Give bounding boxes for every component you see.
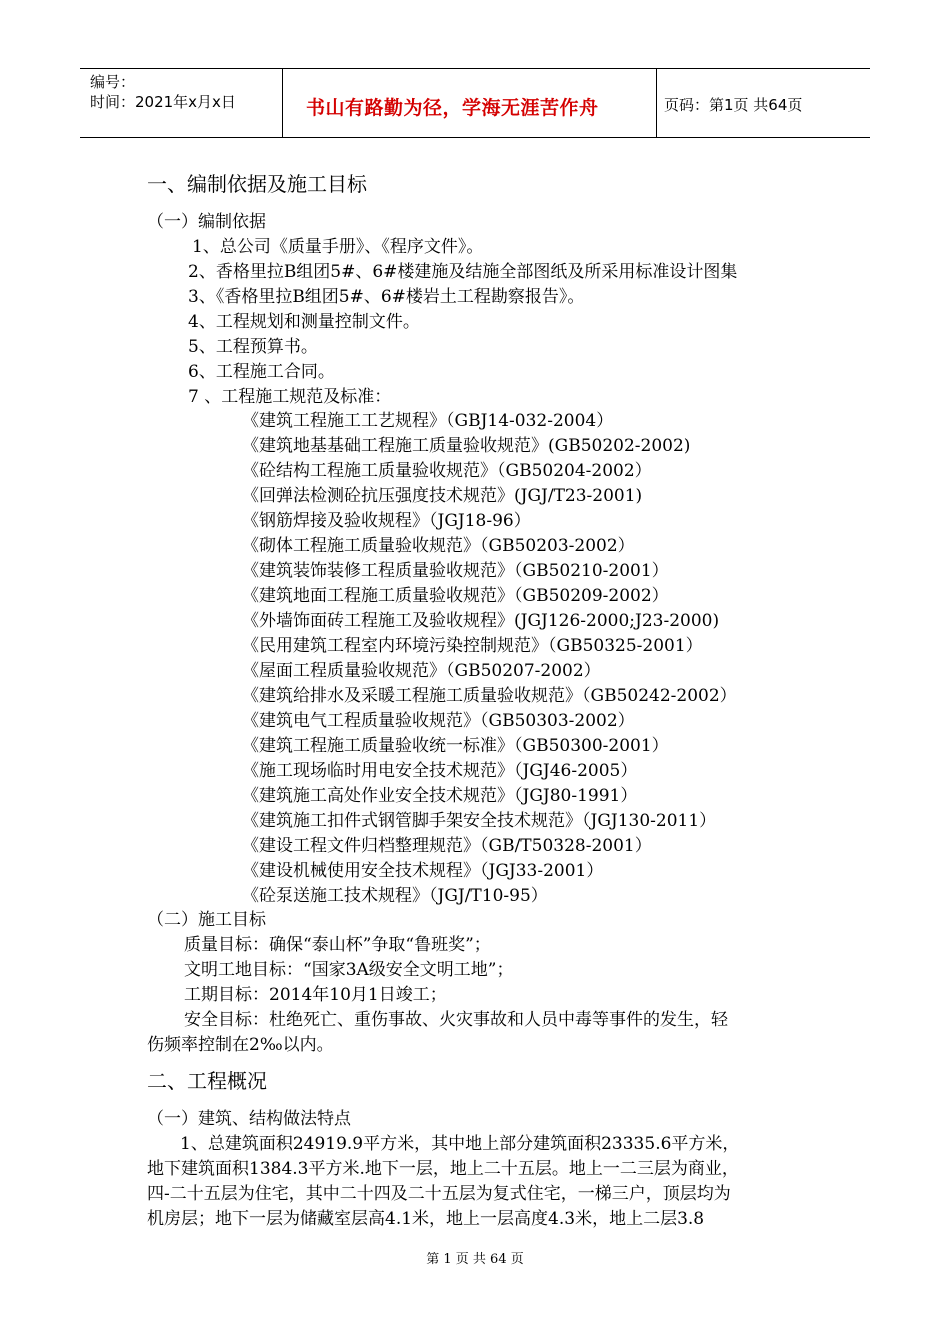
paragraph-line: 机房层；地下一层为储藏室层高4.1米，地上一层高度4.3米，地上二层3.8 — [147, 1209, 705, 1229]
basis-item: 4、工程规划和测量控制文件。 — [188, 312, 420, 332]
standard-item: 《民用建筑工程室内环境污染控制规范》（GB50325-2001） — [242, 636, 703, 656]
standard-item: 《建筑地基基础工程施工质量验收规范》(GB50202-2002) — [242, 436, 691, 456]
basis-item: 6、工程施工合同。 — [188, 362, 335, 382]
basis-item: 7 、工程施工规范及标准： — [188, 387, 392, 407]
goal-item: 文明工地目标：“国家3A级安全文明工地”； — [184, 960, 514, 980]
goal-item: 质量目标：确保“泰山杯”争取“鲁班奖”； — [184, 935, 491, 955]
subsection-3-title: （一）建筑、结构做法特点 — [147, 1109, 351, 1129]
goal-item: 工期目标：2014年10月1日竣工； — [184, 985, 447, 1005]
basis-item: 2、香格里拉B组团5#、6#楼建施及结施全部图纸及所采用标准设计图集 — [188, 262, 738, 282]
standard-item: 《建设机械使用安全技术规程》（JGJ33-2001） — [242, 861, 604, 881]
subsection-1-title: （一）编制依据 — [147, 212, 266, 232]
standard-item: 《建筑电气工程质量验收规范》（GB50303-2002） — [242, 711, 635, 731]
standard-item: 《建筑装饰装修工程质量验收规范》（GB50210-2001） — [242, 561, 669, 581]
standard-item: 《砌体工程施工质量验收规范》（GB50203-2002） — [242, 536, 635, 556]
subsection-2-title: （二）施工目标 — [147, 910, 266, 930]
standard-item: 《建筑施工扣件式钢管脚手架安全技术规范》（JGJ130-2011） — [242, 811, 717, 831]
header-motto-cell — [284, 69, 657, 137]
basis-item: 3、《香格里拉B组团5#、6#楼岩土工程勘察报告》。 — [188, 287, 585, 307]
standard-item: 《建筑工程施工工艺规程》（GBJ14-032-2004） — [242, 411, 614, 431]
header-page-info: 页码：第1页 共64页 — [664, 96, 803, 114]
page-header — [80, 68, 870, 138]
standard-item: 《建筑地面工程施工质量验收规范》（GB50209-2002） — [242, 586, 669, 606]
goal-continuation: 伤频率控制在2‰以内。 — [147, 1035, 334, 1055]
standard-item: 《砼泵送施工技术规程》（JGJ/T10-95） — [242, 886, 548, 906]
standard-item: 《施工现场临时用电安全技术规范》（JGJ46-2005） — [242, 761, 638, 781]
standard-item: 《屋面工程质量验收规范》（GB50207-2002） — [242, 661, 601, 681]
paragraph-line: 地下建筑面积1384.3平方米.地下一层，地上二十五层。地上一二三层为商业， — [147, 1159, 739, 1179]
basis-item: 1、总公司《质量手册》、《程序文件》。 — [192, 237, 484, 257]
standard-item: 《建筑施工高处作业安全技术规范》（JGJ80-1991） — [242, 786, 638, 806]
paragraph-line: 1、总建筑面积24919.9平方米，其中地上部分建筑面积23335.6平方米， — [180, 1134, 740, 1154]
standard-item: 《外墙饰面砖工程施工及验收规程》(JGJ126-2000;J23-2000) — [242, 611, 720, 631]
header-motto: 书山有路勤为径，学海无涯苦作舟 — [306, 97, 599, 119]
header-meta-cell — [80, 69, 283, 137]
section-2-title: 二、工程概况 — [147, 1069, 267, 1093]
date-line: 时间：2021年x月x日 — [90, 93, 236, 111]
header-page-cell — [658, 69, 870, 137]
standard-item: 《钢筋焊接及验收规程》（JGJ18-96） — [242, 511, 531, 531]
standard-item: 《回弹法检测砼抗压强度技术规范》(JGJ/T23-2001) — [242, 486, 643, 506]
goal-item: 安全目标：杜绝死亡、重伤事故、火灾事故和人员中毒等事件的发生，轻 — [184, 1010, 728, 1030]
standard-item: 《建筑给排水及采暖工程施工质量验收规范》（GB50242-2002） — [242, 686, 737, 706]
paragraph-line: 四-二十五层为住宅，其中二十四及二十五层为复式住宅，一梯三户，顶层均为 — [147, 1184, 731, 1204]
page-footer: 第 1 页 共 64 页 — [426, 1252, 524, 1267]
serial-label: 编号： — [90, 73, 136, 91]
standard-item: 《建设工程文件归档整理规范》（GB/T50328-2001） — [242, 836, 652, 856]
standard-item: 《砼结构工程施工质量验收规范》（GB50204-2002） — [242, 461, 652, 481]
section-1-title: 一、编制依据及施工目标 — [147, 172, 367, 196]
basis-item: 5、工程预算书。 — [188, 337, 318, 357]
standard-item: 《建筑工程施工质量验收统一标准》（GB50300-2001） — [242, 736, 669, 756]
